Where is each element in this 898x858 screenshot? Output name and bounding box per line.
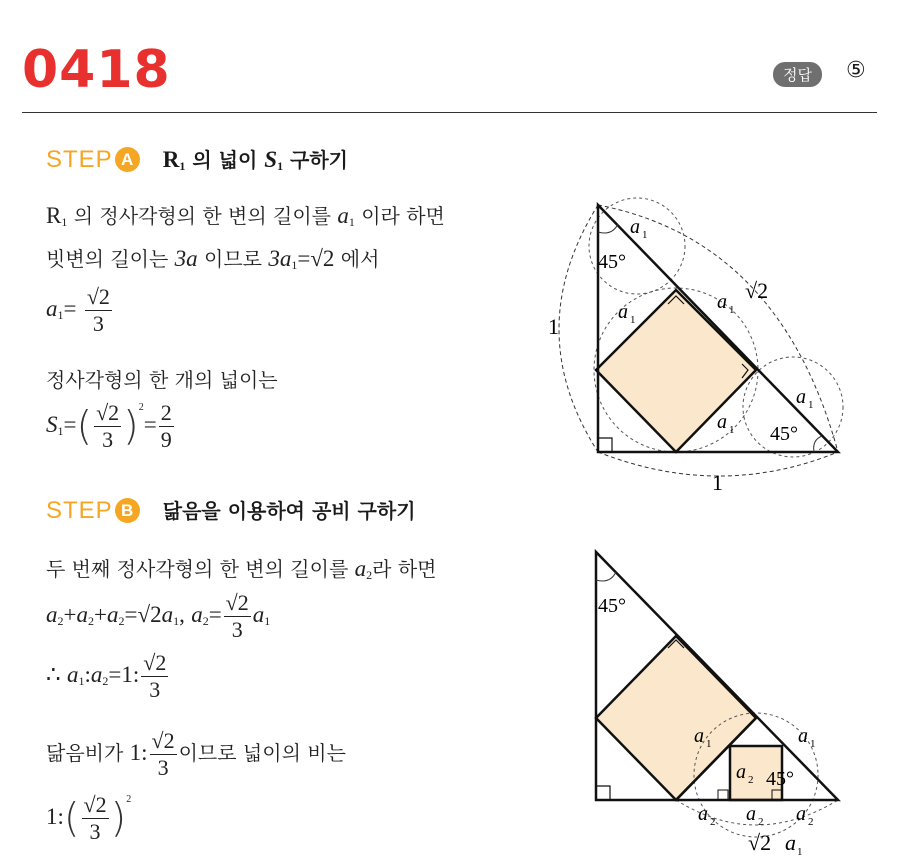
right-angle-mark xyxy=(598,438,612,452)
step-b-a2-equation: $a_2+a_2+a_2=√2a_1$, $a_2=$ $\frac{√2}{3}$ $a_1$ xyxy=(46,590,271,642)
step-a-a1-equation: $a_1=$ $\frac{√2}{3}$ xyxy=(46,284,110,336)
step-a-word: STEP xyxy=(46,146,113,173)
step-b-line4: 닮음비가 1: $\frac{√2}{3}$ 이므로 넓이의 비는 xyxy=(46,728,346,780)
svg-text:a: a xyxy=(798,725,808,747)
label-45-top: 45° xyxy=(598,595,626,617)
svg-text:a: a xyxy=(630,216,640,238)
diagram-2 xyxy=(570,540,860,858)
svg-text:a: a xyxy=(618,301,628,323)
angle-arc-top xyxy=(598,224,618,233)
step-a-line1: $R_1$ 의 정사각형의 한 변의 길이를 $a_1$ 이라 하면 xyxy=(46,203,445,229)
svg-text:1: 1 xyxy=(642,229,648,241)
step-b-badge: B xyxy=(115,498,140,523)
svg-text:a: a xyxy=(698,803,708,825)
label-sqrt2: √2 xyxy=(745,278,769,303)
label-45-small: 45° xyxy=(766,768,794,790)
step-a-heading xyxy=(46,144,348,174)
step-b-line1: 두 번째 정사각형의 한 변의 길이를 $a_2$라 하면 xyxy=(46,556,437,582)
step-a-badge: A xyxy=(115,147,140,172)
step-b-word: STEP xyxy=(46,497,113,524)
step-b-heading xyxy=(46,495,416,525)
arc-left xyxy=(559,205,598,452)
svg-text:1: 1 xyxy=(729,424,735,436)
label-1-bottom: 1 xyxy=(712,470,723,495)
header-divider xyxy=(22,112,877,113)
label-1-left: 1 xyxy=(548,314,559,339)
step-b-title: 닮음을 이용하여 공비 구하기 xyxy=(162,499,416,523)
svg-text:2: 2 xyxy=(748,774,754,786)
svg-text:2: 2 xyxy=(710,816,716,828)
svg-text:1: 1 xyxy=(729,304,735,316)
right-triangle xyxy=(596,552,838,800)
svg-text:a: a xyxy=(746,803,756,825)
step-a-title: $R_1$ 의 넓이 $S_1$ 구하기 xyxy=(162,147,349,173)
label-45-top: 45° xyxy=(598,251,626,273)
svg-text:1: 1 xyxy=(630,314,636,326)
diagram-1 xyxy=(540,195,860,495)
svg-text:a: a xyxy=(796,386,806,408)
answer-value: ⑤ xyxy=(846,58,866,83)
step-b-ratio: ∴ $a_1:a_2=1$: $\frac{√2}{3}$ xyxy=(46,650,167,702)
svg-text:2: 2 xyxy=(758,816,764,828)
problem-number: 0418 xyxy=(22,40,171,100)
svg-text:1: 1 xyxy=(808,399,814,411)
svg-text:a: a xyxy=(796,803,806,825)
svg-text:2: 2 xyxy=(808,816,814,828)
step-a-s1-equation: $S_1=$( $\frac{√2}{3}$ )$^2$= $\frac{2}{9}$ xyxy=(46,400,172,452)
svg-text:a: a xyxy=(717,411,727,433)
label-bottom-sqrt2: √2 xyxy=(748,830,772,855)
step-b-area-ratio: 1:( $\frac{√2}{3}$ )$^2$ xyxy=(46,792,132,844)
step-a-line4: 정사각형의 한 개의 넓이는 xyxy=(46,368,278,392)
svg-text:a: a xyxy=(717,291,727,313)
svg-text:1: 1 xyxy=(810,738,816,750)
angle-arc-right xyxy=(814,436,822,452)
label-bottom-a: a xyxy=(785,830,796,855)
svg-text:a: a xyxy=(694,725,704,747)
svg-text:1: 1 xyxy=(706,738,712,750)
fraction-sqrt2-over-3: $\frac{√2}{3}$ xyxy=(86,284,110,336)
step-a-line2: 빗변의 길이는 3a 이므로 $3a_1=√2$ 에서 xyxy=(46,246,380,272)
svg-text:a: a xyxy=(736,761,746,783)
label-45-right: 45° xyxy=(770,423,798,445)
answer-label-badge: 정답 xyxy=(773,62,822,87)
angle-arc-top xyxy=(596,572,616,581)
right-angle-mark xyxy=(596,786,610,800)
svg-text:1: 1 xyxy=(797,846,803,858)
